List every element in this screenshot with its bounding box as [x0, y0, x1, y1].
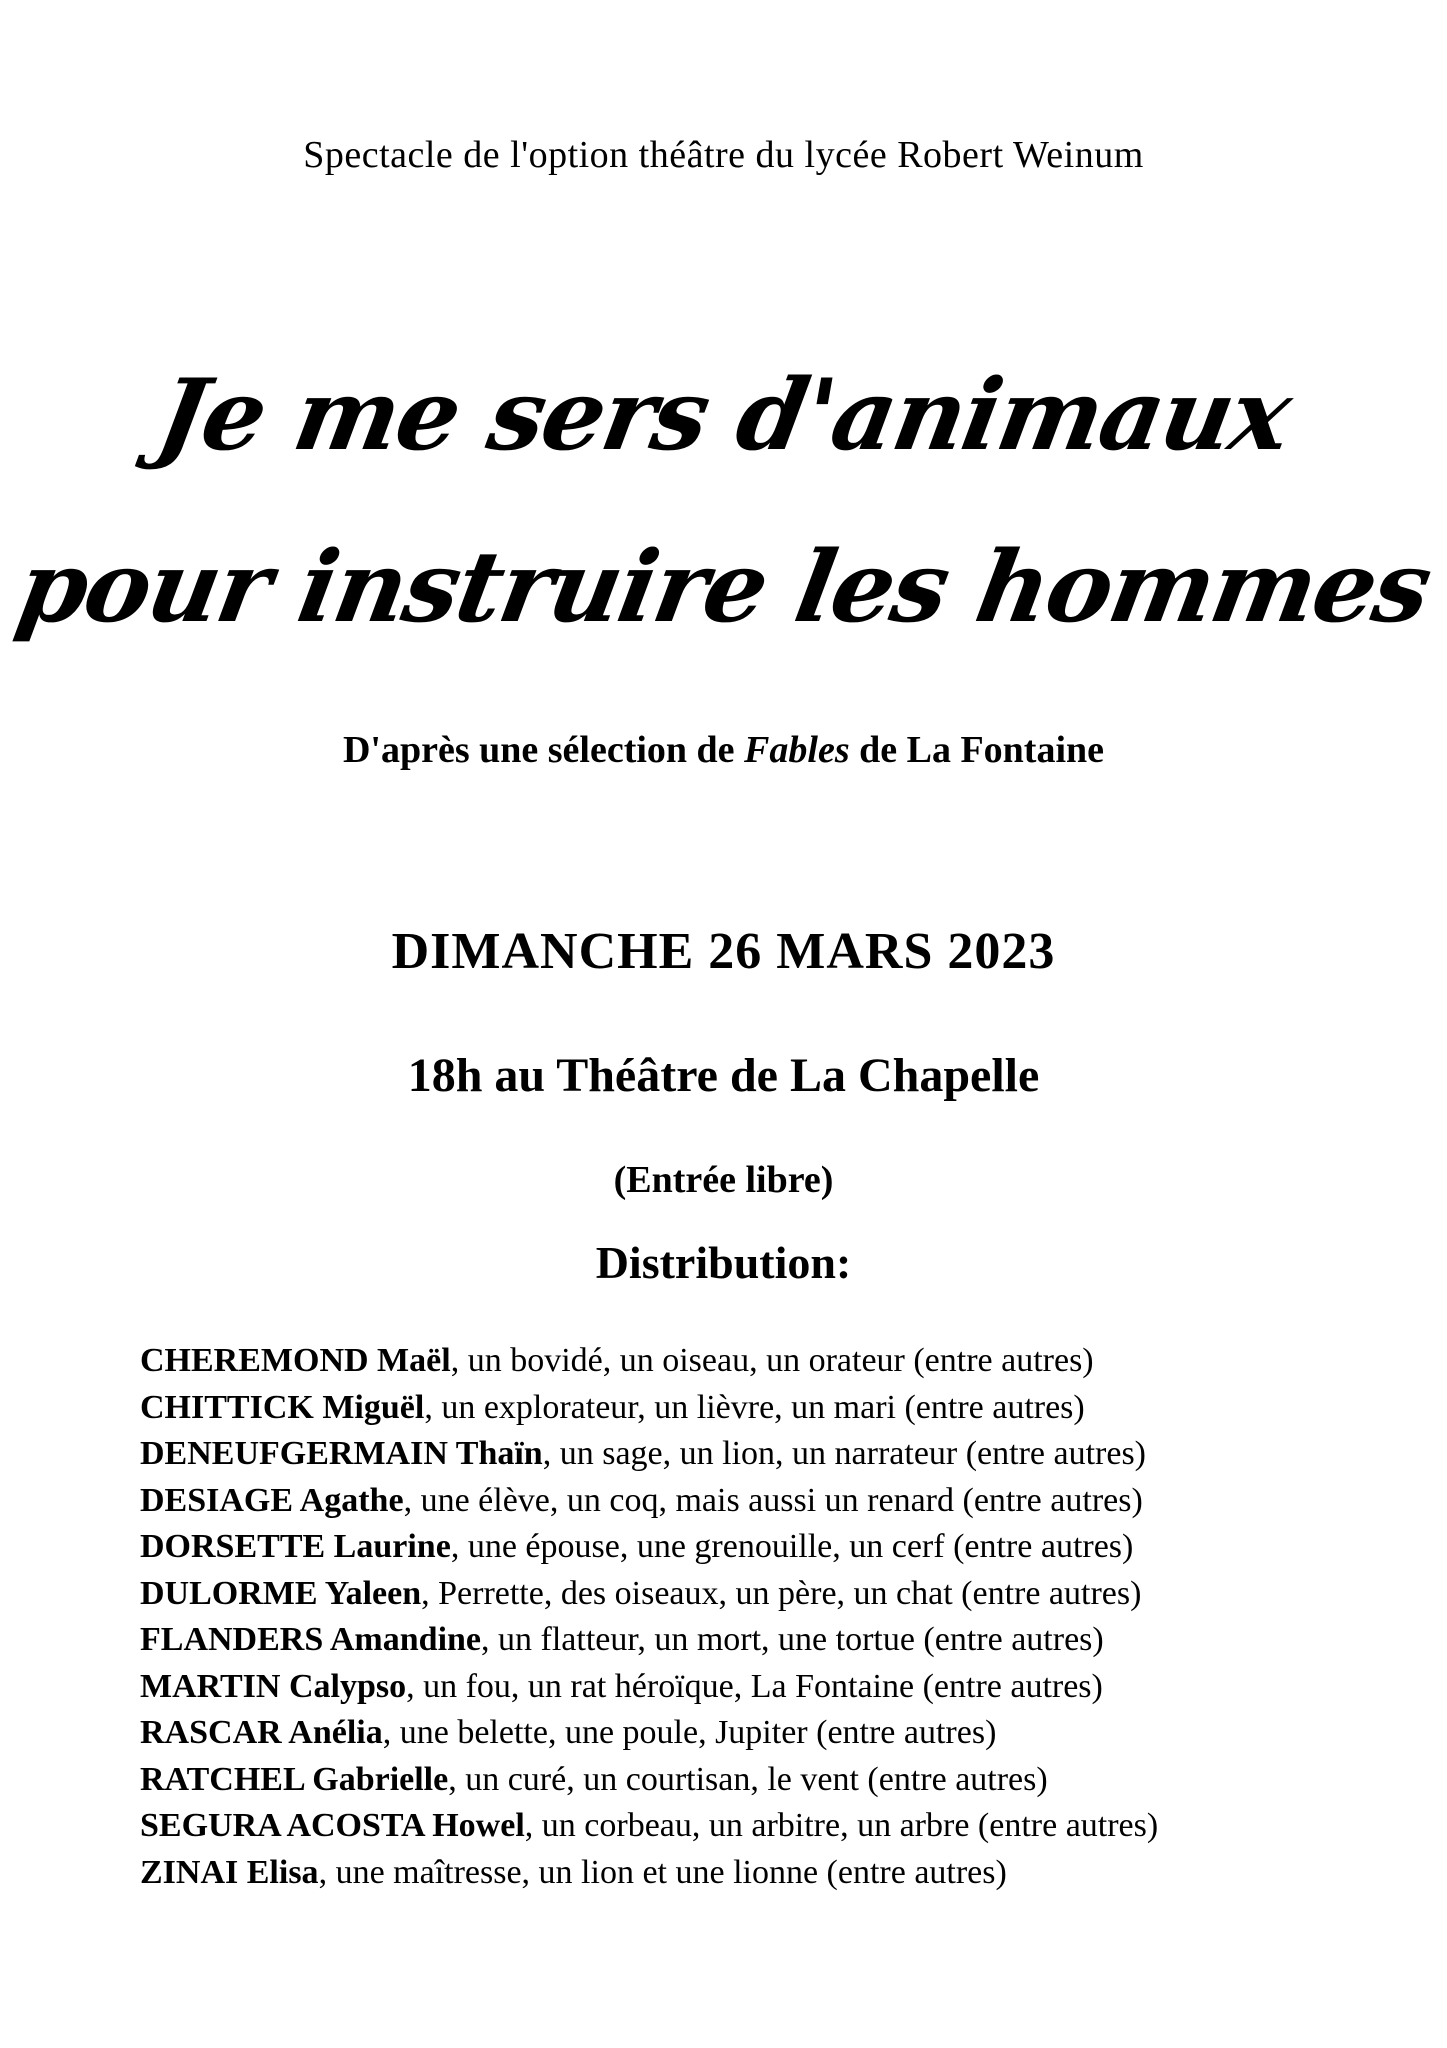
cast-member-roles: , un corbeau, un arbitre, un arbre (entre autres)	[524, 1807, 1159, 1844]
cast-row	[140, 1478, 1360, 1525]
cast-row	[140, 1431, 1360, 1478]
cast-member-name: RATCHEL Gabrielle	[140, 1760, 449, 1798]
event-date: DIMANCHE 26 MARS 2023	[391, 923, 1056, 980]
cast-row	[140, 1338, 1360, 1385]
event-venue: 18h au Théâtre de La Chapelle	[407, 1049, 1040, 1102]
cast-member-roles: , une maîtresse, un lion et une lionne (entre autres)	[318, 1853, 1007, 1891]
cast-row	[140, 1710, 1360, 1757]
cast-member-name: DORSETTE Laurine	[140, 1528, 451, 1565]
cast-member-name: MARTIN Calypso	[140, 1667, 407, 1705]
subtitle-prefix: D'après une sélection de	[342, 729, 745, 771]
cast-member-roles: , un fou, un rat héroïque, La Fontaine (entre autres)	[406, 1667, 1103, 1705]
event-header: Spectacle de l'option théâtre du lycée Robert Weinum	[303, 134, 1144, 176]
cast-row	[140, 1524, 1360, 1571]
cast-row	[140, 1803, 1360, 1850]
cast-member-name: DENEUFGERMAIN Thaïn	[140, 1435, 543, 1472]
cast-member-name: CHITTICK Miguël	[140, 1388, 425, 1426]
cast-member-roles: , un flatteur, un mort, une tortue (entre autres)	[481, 1621, 1104, 1658]
cast-member-name: DULORME Yaleen	[140, 1574, 422, 1612]
cast-row	[140, 1571, 1360, 1618]
cast-member-roles: , un curé, un courtisan, le vent (entre autres)	[448, 1760, 1048, 1798]
cast-member-roles: , une belette, une poule, Jupiter (entre autres)	[382, 1714, 997, 1751]
cast-member-roles: , une épouse, une grenouille, un cerf (entre autres)	[450, 1528, 1134, 1565]
cast-member-roles: , Perrette, des oiseaux, un père, un chat (entre autres)	[421, 1574, 1142, 1612]
cast-member-name: SEGURA ACOSTA Howel	[140, 1807, 525, 1844]
show-title-line2: pour instruire les hommes	[9, 530, 1438, 645]
cast-member-name: DESIAGE Agathe	[140, 1481, 404, 1519]
cast-member-roles: , une élève, un coq, mais aussi un renard (entre autres)	[403, 1481, 1143, 1519]
cast-member-roles: , un explorateur, un lièvre, un mari (entre autres)	[424, 1388, 1085, 1426]
cast-member-roles: , un sage, un lion, un narrateur (entre autres)	[542, 1435, 1147, 1472]
show-title	[0, 330, 1447, 674]
cast-row	[140, 1850, 1360, 1897]
subtitle-work-title: Fables	[744, 729, 850, 771]
cast-row	[140, 1385, 1360, 1432]
show-title-line1: Je me sers d'animaux	[149, 358, 1299, 473]
show-subtitle	[0, 728, 1447, 772]
cast-member-roles: , un bovidé, un oiseau, un orateur (entre autres)	[450, 1342, 1094, 1379]
event-admission: (Entrée libre)	[613, 1159, 834, 1201]
cast-row	[140, 1757, 1360, 1804]
cast-row	[140, 1617, 1360, 1664]
cast-list	[140, 1338, 1360, 1896]
cast-heading: Distribution:	[595, 1237, 852, 1288]
cast-row	[140, 1664, 1360, 1711]
subtitle-suffix: de La Fontaine	[849, 729, 1105, 771]
cast-member-name: CHEREMOND Maël	[140, 1342, 451, 1379]
cast-member-name: FLANDERS Amandine	[140, 1621, 482, 1658]
cast-member-name: RASCAR Anélia	[140, 1714, 383, 1751]
cast-member-name: ZINAI Elisa	[140, 1853, 319, 1891]
